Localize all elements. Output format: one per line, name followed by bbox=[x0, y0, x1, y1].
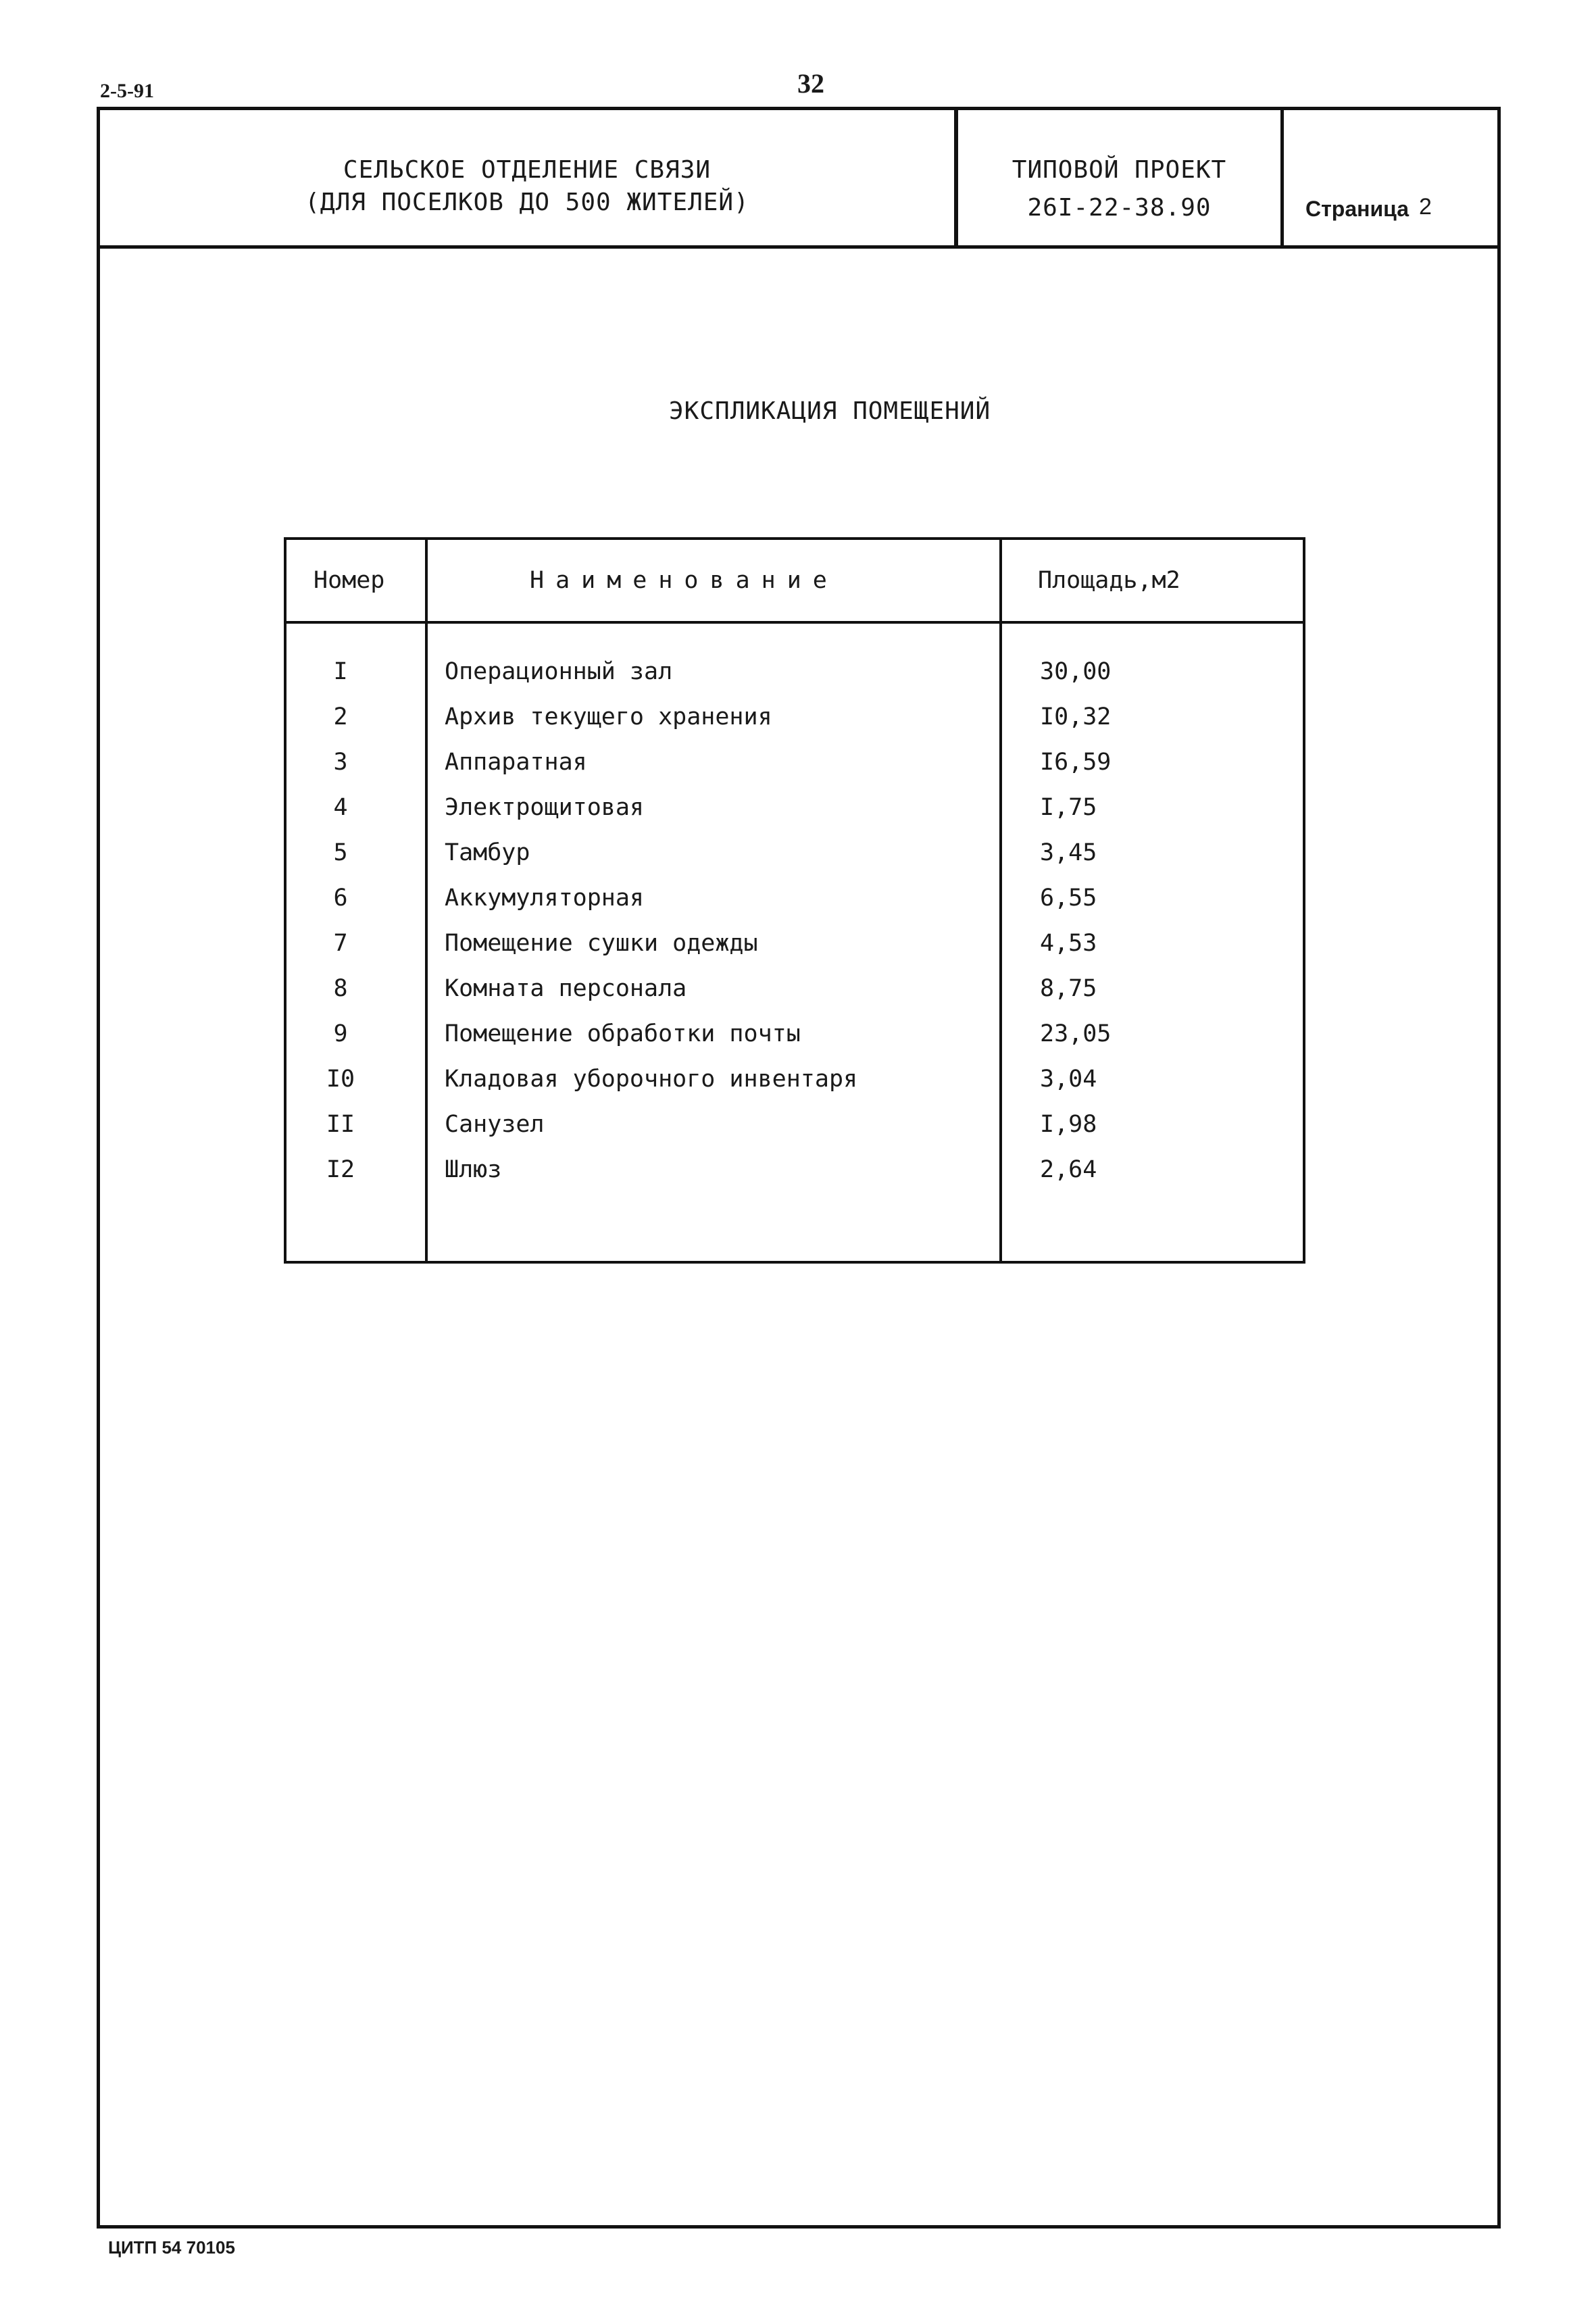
room-area: 30,00 bbox=[1040, 658, 1112, 685]
project-number: 26I-22-38.90 bbox=[1027, 194, 1212, 222]
room-name: Операционный зал bbox=[445, 658, 673, 685]
table-row bbox=[286, 1066, 1303, 1111]
room-area: 8,75 bbox=[1040, 975, 1097, 1002]
title-block-project-cell bbox=[958, 110, 1284, 245]
document-code: 2-5-91 bbox=[100, 80, 154, 102]
room-name: Помещение сушки одежды bbox=[445, 930, 758, 957]
room-area: 6,55 bbox=[1040, 885, 1097, 912]
room-area: 3,04 bbox=[1040, 1066, 1097, 1093]
room-area: I,75 bbox=[1040, 794, 1097, 821]
table-row bbox=[286, 749, 1303, 794]
table-row bbox=[286, 658, 1303, 703]
sheet-label: Страница bbox=[1305, 197, 1409, 221]
room-name: Комната персонала bbox=[445, 975, 687, 1002]
print-code: ЦИТП 54 70105 bbox=[108, 2237, 235, 2258]
room-area: I,98 bbox=[1040, 1111, 1097, 1138]
sheet-number: 2 bbox=[1419, 194, 1432, 220]
section-heading: ЭКСПЛИКАЦИЯ ПОМЕЩЕНИЙ bbox=[669, 397, 991, 425]
room-number: 3 bbox=[333, 749, 348, 776]
room-area: 3,45 bbox=[1040, 839, 1097, 866]
room-number: II bbox=[326, 1111, 355, 1138]
document-subtitle: (ДЛЯ ПОСЕЛКОВ ДО 500 ЖИТЕЛЕЙ) bbox=[305, 189, 749, 216]
room-number: I2 bbox=[326, 1156, 355, 1183]
table-row bbox=[286, 839, 1303, 885]
room-number: 4 bbox=[333, 794, 348, 821]
page-number: 32 bbox=[797, 68, 824, 99]
table-row bbox=[286, 975, 1303, 1020]
room-name: Тамбур bbox=[445, 839, 530, 866]
room-area: I0,32 bbox=[1040, 703, 1112, 730]
room-number: 6 bbox=[333, 885, 348, 912]
header-name: Наименование bbox=[530, 567, 839, 594]
rooms-table bbox=[284, 537, 1305, 1264]
room-number: 8 bbox=[333, 975, 348, 1002]
room-name: Кладовая уборочного инвентаря bbox=[445, 1066, 858, 1093]
table-row bbox=[286, 703, 1303, 749]
room-name: Шлюз bbox=[445, 1156, 502, 1183]
room-number: I bbox=[333, 658, 348, 685]
room-number: 5 bbox=[333, 839, 348, 866]
table-row bbox=[286, 885, 1303, 930]
header-divider bbox=[286, 621, 1303, 624]
document-title: СЕЛЬСКОЕ ОТДЕЛЕНИЕ СВЯЗИ bbox=[343, 156, 712, 184]
room-name: Электрощитовая bbox=[445, 794, 645, 821]
table-row bbox=[286, 1111, 1303, 1156]
table-body bbox=[286, 658, 1303, 1201]
room-number: 9 bbox=[333, 1020, 348, 1047]
title-block-name-cell bbox=[100, 110, 958, 245]
table-row bbox=[286, 1020, 1303, 1066]
project-type-label: ТИПОВОЙ ПРОЕКТ bbox=[1012, 156, 1227, 184]
room-area: 23,05 bbox=[1040, 1020, 1112, 1047]
header-area: Площадь,м2 bbox=[1038, 567, 1180, 594]
title-block-page-cell bbox=[1284, 110, 1497, 245]
room-name: Архив текущего хранения bbox=[445, 703, 772, 730]
room-number: 2 bbox=[333, 703, 348, 730]
room-name: Помещение обработки почты bbox=[445, 1020, 801, 1047]
room-number: 7 bbox=[333, 930, 348, 957]
table-row bbox=[286, 1156, 1303, 1201]
table-row bbox=[286, 930, 1303, 975]
room-area: I6,59 bbox=[1040, 749, 1112, 776]
room-name: Аккумуляторная bbox=[445, 885, 645, 912]
room-number: I0 bbox=[326, 1066, 355, 1093]
room-area: 4,53 bbox=[1040, 930, 1097, 957]
title-block bbox=[100, 110, 1497, 249]
room-name: Аппаратная bbox=[445, 749, 587, 776]
room-area: 2,64 bbox=[1040, 1156, 1097, 1183]
table-row bbox=[286, 794, 1303, 839]
room-name: Санузел bbox=[445, 1111, 545, 1138]
header-number: Номер bbox=[314, 567, 385, 594]
